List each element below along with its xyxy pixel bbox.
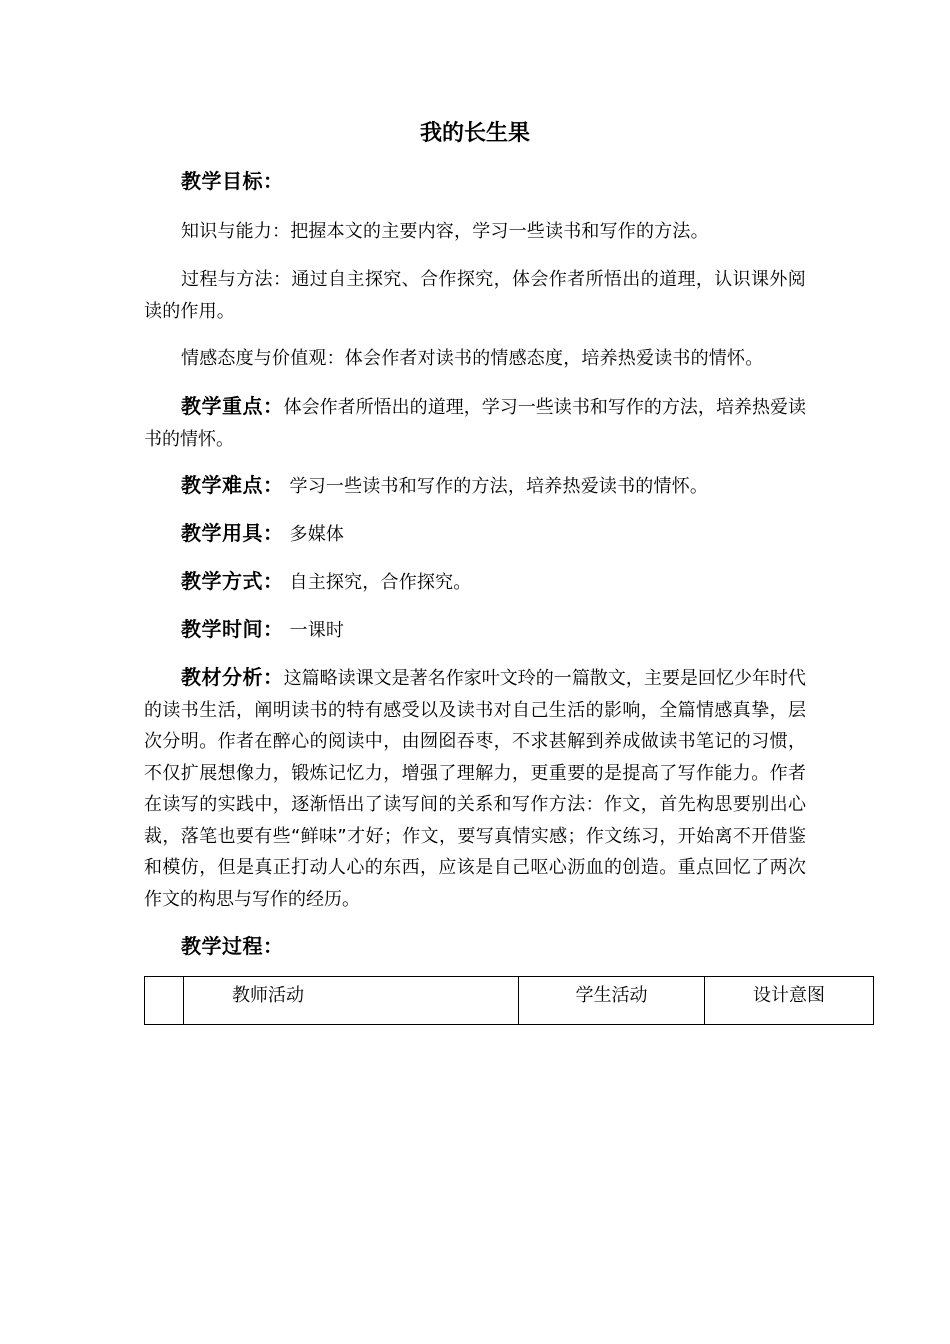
analysis-heading: 教材分析：	[181, 665, 284, 689]
table-header-cell-blank	[145, 977, 184, 1025]
key-points-section	[144, 391, 806, 455]
methods-text: 自主探究，合作探究。	[289, 572, 472, 593]
table-header-row	[145, 977, 874, 1025]
process-table	[144, 976, 874, 1025]
table-header-intent: 设计意图	[705, 977, 874, 1025]
key-points-heading: 教学重点：	[181, 394, 284, 418]
tools-section	[144, 518, 806, 551]
duration-heading: 教学时间：	[181, 617, 284, 641]
methods-section	[144, 566, 806, 599]
document-title: 我的长生果	[419, 121, 530, 146]
table-header-student: 学生活动	[519, 977, 705, 1025]
difficulties-text: 学习一些读书和写作的方法，培养热爱读书的情怀。	[289, 476, 709, 497]
difficulties-heading: 教学难点：	[181, 473, 284, 497]
key-points-text: 体会作者所悟出的道理，学习一些读书和写作的方法，培养热爱读书的情怀。	[144, 397, 806, 450]
process-section	[144, 931, 806, 964]
duration-text: 一课时	[289, 620, 345, 641]
analysis-section	[144, 662, 806, 915]
objectives-section	[144, 166, 806, 199]
tools-text: 多媒体	[289, 524, 345, 545]
objective-emotion: 情感态度与价值观：体会作者对读书的情感态度，培养热爱读书的情怀。	[181, 348, 764, 369]
tools-heading: 教学用具：	[181, 521, 284, 545]
table-header-teacher: 教师活动	[184, 977, 519, 1025]
duration-section	[144, 614, 806, 647]
difficulties-section	[144, 470, 806, 503]
objectives-heading: 教学目标：	[181, 169, 284, 193]
analysis-text: 这篇略读课文是著名作家叶文玲的一篇散文，主要是回忆少年时代的读书生活，阐明读书的特有感受以及读书对自己生活的影响，全篇情感真挚，层次分明。作者在醉心的阅读中，由囫囵吞枣，不求甚解到养成做读书笔记的习惯，不仅扩展想像力，锻炼记忆力，增强了理解力，更重要的是提高了写作能力。作者在读写的实践中，逐渐悟出了读写间的关系和写作方法：作文，首先构思要别出心裁，落笔也要有些“鲜味”才好；作文，要写真情实感；作文练习，开始离不开借鉴和模仿，但是真正打动人心的东西，应该是自己呕心沥血的创造。重点回忆了两次作文的构思与写作的经历。	[144, 668, 806, 910]
methods-heading: 教学方式：	[181, 569, 284, 593]
process-heading: 教学过程：	[181, 934, 284, 958]
objective-process: 过程与方法：通过自主探究、合作探究，体会作者所悟出的道理，认识课外阅读的作用。	[144, 269, 806, 322]
objective-knowledge: 知识与能力：把握本文的主要内容，学习一些读书和写作的方法。	[181, 221, 709, 242]
